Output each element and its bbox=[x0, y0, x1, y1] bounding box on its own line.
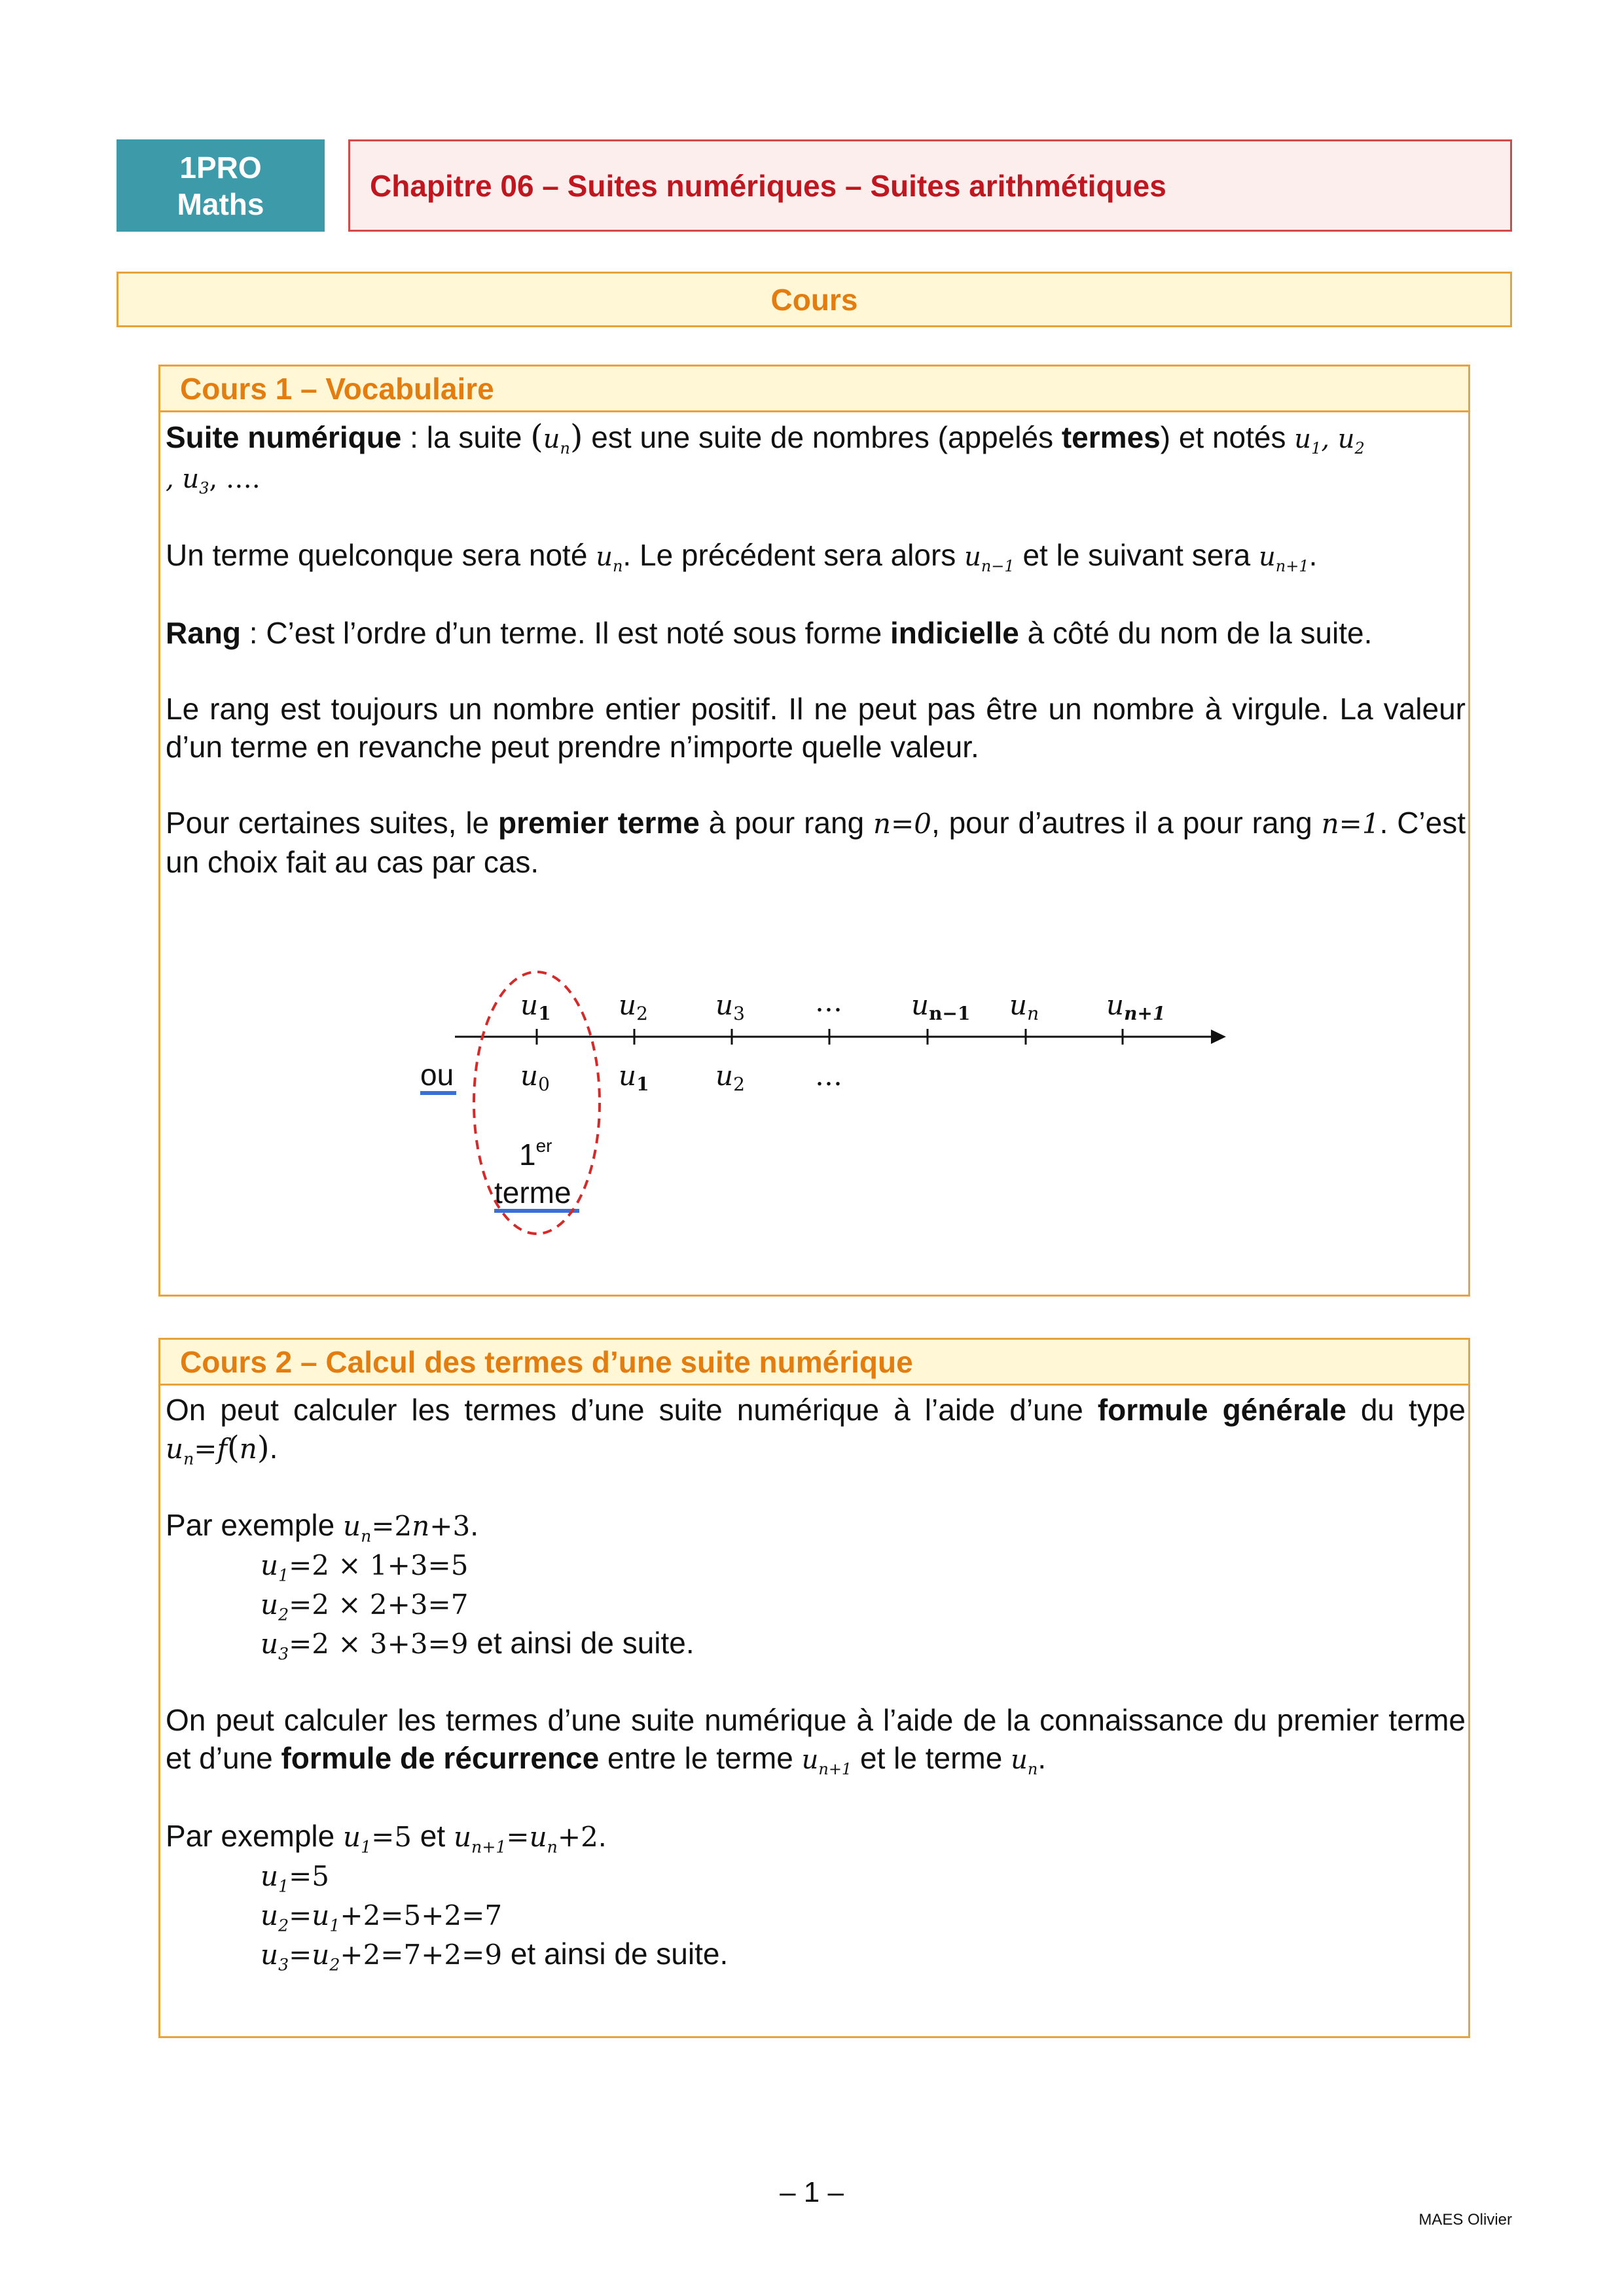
text: . bbox=[1308, 538, 1318, 572]
text: On peut calculer les termes d’une suite numérique à l’aide d’une bbox=[166, 1393, 1098, 1427]
top-label-6: un bbox=[1009, 989, 1039, 1024]
ex1-line-1: $u_1=2 \times 1+3=5$ bbox=[261, 1549, 469, 1585]
class-badge bbox=[117, 139, 325, 232]
text: On peut calculer les termes d’une suite numérique à l’aide de la connaissance du premier terme et d’une bbox=[166, 1703, 1466, 1775]
bottom-label-2: u1 bbox=[619, 1060, 649, 1095]
first-term-label: 1er bbox=[519, 1136, 552, 1172]
cours2-title bbox=[160, 1340, 1468, 1386]
text: , …. bbox=[209, 464, 261, 494]
ex2-line-3: $u_3=u_2+2=7+2=9$ et ainsi de suite. bbox=[261, 1937, 729, 1975]
text: entre le terme bbox=[599, 1741, 802, 1775]
text: à côté du nom de la suite. bbox=[1019, 616, 1373, 650]
bottom-label-4: … bbox=[815, 1060, 842, 1092]
chapter-title bbox=[348, 139, 1512, 232]
text: Pour certaines suites, le bbox=[166, 806, 498, 840]
chapter-title-text: Chapitre 06 – Suites numériques – Suites arithmétiques bbox=[370, 168, 1166, 203]
first-term-word: terme bbox=[494, 1175, 571, 1210]
ex1-line-2: $u_2=2 \times 2+3=7$ bbox=[261, 1588, 469, 1624]
text: et le terme bbox=[852, 1741, 1011, 1775]
cours2-p2 bbox=[166, 1701, 1466, 1779]
text: Par exemple bbox=[166, 1508, 344, 1542]
math-n0: n=0 bbox=[873, 808, 931, 840]
ex2-line-2: $u_2=u_1+2=5+2=7$ bbox=[261, 1899, 503, 1935]
cours2-p1 bbox=[166, 1391, 1466, 1468]
text: ) et notés bbox=[1160, 420, 1295, 454]
text: et ainsi de suite. bbox=[502, 1937, 729, 1971]
level-label: 1PRO bbox=[179, 150, 262, 185]
section-title bbox=[117, 272, 1512, 327]
math-un: $u_n$ bbox=[1011, 1745, 1038, 1778]
term-indicielle: indicielle bbox=[890, 616, 1019, 650]
math-recurrence: $u_{n+1}=u_n+2$ bbox=[453, 1821, 598, 1857]
math-un-seq: $(u_n)$ bbox=[530, 418, 583, 457]
top-label-5: un−1 bbox=[911, 989, 971, 1024]
text: : C’est l’ordre d’un terme. Il est noté sous forme bbox=[241, 616, 890, 650]
math-un-def: $u_n=2n+3$ bbox=[343, 1510, 471, 1546]
math-u1-5: $u_1=5$ bbox=[343, 1821, 412, 1857]
top-label-7: un+1 bbox=[1106, 989, 1166, 1024]
cours2-title-text: Cours 2 – Calcul des termes d’une suite numérique bbox=[180, 1344, 913, 1379]
text: et bbox=[412, 1819, 454, 1853]
cours2-body bbox=[166, 1391, 1466, 1974]
math-u1-u2: $u_1$, $u_2$ bbox=[1294, 424, 1365, 457]
text: à pour rang bbox=[699, 806, 873, 840]
term-rang: Rang bbox=[166, 616, 241, 650]
cours1-box bbox=[158, 365, 1470, 1297]
math-un-fn: $u_n=f(n)$ bbox=[166, 1429, 270, 1469]
text: Par exemple bbox=[166, 1819, 344, 1853]
cours2-ex1: Par exemple $u_n=2n+3$. bbox=[166, 1508, 478, 1546]
rank-diagram bbox=[160, 367, 1470, 1296]
term-termes: termes bbox=[1061, 420, 1161, 454]
text: Un terme quelconque sera noté bbox=[166, 538, 596, 572]
math-n1: n=1 bbox=[1321, 808, 1380, 840]
text: . bbox=[269, 1431, 278, 1465]
cours2-box bbox=[158, 1338, 1470, 2038]
ex2-line-1: $u_1=5$ bbox=[261, 1860, 330, 1896]
page-number: – 1 – bbox=[780, 2176, 844, 2208]
text: . Le précédent sera alors bbox=[623, 538, 965, 572]
term-premier-terme: premier terme bbox=[497, 806, 700, 840]
subject-label: Maths bbox=[177, 187, 264, 221]
text: et le suivant sera bbox=[1014, 538, 1259, 572]
bottom-label-1: u0 bbox=[520, 1060, 550, 1095]
author: MAES Olivier bbox=[1418, 2211, 1512, 2229]
top-label-4: … bbox=[815, 986, 842, 1018]
text: : la suite bbox=[401, 420, 531, 454]
text: , pour d’autres il a pour rang bbox=[931, 806, 1322, 840]
bottom-label-3: u2 bbox=[715, 1060, 745, 1095]
math-un: $u_n$ bbox=[596, 542, 623, 575]
text: . C’est un choix fait au cas par cas. bbox=[166, 806, 1466, 879]
term-suite-numerique: Suite numérique bbox=[166, 420, 402, 454]
top-label-2: u2 bbox=[619, 989, 648, 1024]
top-label-3: u3 bbox=[715, 989, 745, 1024]
text: du type bbox=[1346, 1393, 1466, 1427]
cours2-ex2: Par exemple $u_1=5$ et $u_{n+1}=u_n+2$. bbox=[166, 1819, 607, 1857]
cours1-p4: Le rang est toujours un nombre entier positif. Il ne peut pas être un nombre à virgule. La valeur d’un terme en revanche peut prendre n’importe quelle valeur. bbox=[166, 692, 1466, 764]
section-title-text: Cours bbox=[770, 282, 858, 317]
arrow-head bbox=[1211, 1030, 1226, 1044]
ex1-line-3: $u_3=2 \times 3+3=9$ et ainsi de suite. bbox=[261, 1626, 695, 1664]
math-un-plus-1: $u_{n+1}$ bbox=[1258, 542, 1309, 575]
math-u3: , $u_3$ bbox=[166, 464, 209, 497]
text: . bbox=[1038, 1741, 1047, 1775]
math-un-plus-1: $u_{n+1}$ bbox=[801, 1745, 852, 1778]
math-un-minus-1: $u_{n-1}$ bbox=[964, 542, 1015, 575]
ou-label: ou bbox=[420, 1058, 454, 1092]
top-label-1: u1 bbox=[520, 989, 551, 1024]
term-formule-recurrence: formule de récurrence bbox=[281, 1741, 600, 1775]
text: et ainsi de suite. bbox=[468, 1626, 695, 1660]
text: est une suite de nombres (appelés bbox=[583, 420, 1062, 454]
cours1-title-text: Cours 1 – Vocabulaire bbox=[180, 371, 494, 406]
term-formule-generale: formule générale bbox=[1097, 1393, 1346, 1427]
